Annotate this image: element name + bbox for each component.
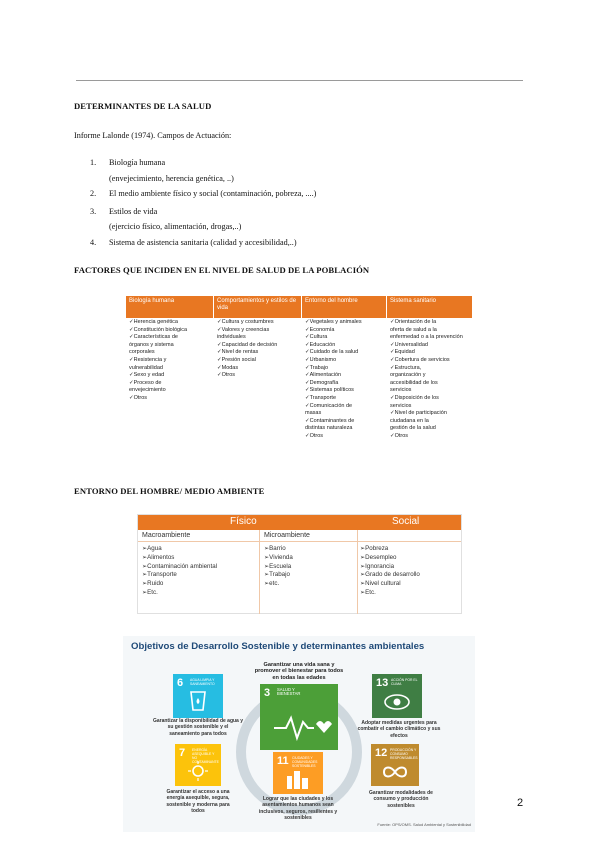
- factor-item: ✓Disposición de los: [390, 394, 439, 401]
- top-rule: [76, 80, 523, 81]
- list-item: Sistema de asistencia sanitaria (calidad y accesibilidad,..): [109, 238, 297, 247]
- goal11-tile: [273, 752, 323, 794]
- env-item: ➢Alimentos: [142, 553, 175, 561]
- factor-item: ✓Contaminantes de: [305, 417, 355, 424]
- factor-item: ✓Otros: [217, 372, 236, 379]
- factor-item: ✓Economía: [305, 326, 335, 333]
- env-item: ➢Escuela: [264, 562, 292, 570]
- factor-item: organización y: [390, 372, 426, 379]
- factor-item: ✓Comunicación de: [305, 402, 353, 409]
- list-item: Estilos de vida: [109, 207, 158, 216]
- factors-col: [129, 319, 187, 403]
- infographic-source: Fuente: OPS/OMS. Salud Ambiental y Sostenibilidad: [377, 822, 471, 827]
- heading-determinantes: DETERMINANTES DE LA SALUD: [74, 101, 212, 111]
- goal-number: 11: [277, 755, 289, 767]
- factor-item: ✓Universalidad: [390, 341, 428, 348]
- factor-item: ✓Presión social: [217, 356, 256, 363]
- factor-item: ✓Capacidad de decisión: [217, 341, 278, 348]
- factor-item: envejecimiento: [129, 387, 166, 394]
- env-item: ➢Vivienda: [264, 553, 293, 561]
- factors-col: [305, 319, 362, 441]
- env-fisico: Físico: [230, 516, 257, 527]
- factor-item: distintas naturaleza: [305, 425, 353, 432]
- factors-col: [390, 319, 463, 441]
- factor-item: ✓Educación: [305, 341, 336, 348]
- env-item: ➢Etc.: [360, 588, 376, 596]
- factor-item: órganos y sistema: [129, 341, 174, 348]
- env-item: ➢Barrio: [264, 545, 286, 552]
- factor-item: ✓Modas: [217, 364, 239, 371]
- factor-item: ✓Cuidado de la salud: [305, 349, 359, 356]
- sun-icon: [175, 744, 221, 786]
- env-item: ➢Nivel cultural: [360, 580, 401, 588]
- heading-entorno: ENTORNO DEL HOMBRE/ MEDIO AMBIENTE: [74, 486, 265, 496]
- heading-factores: FACTORES QUE INCIDEN EN EL NIVEL DE SALUD DE LA POBLACIÓN: [74, 265, 370, 275]
- list-item: Biología humana: [109, 158, 166, 167]
- factors-table: [126, 296, 472, 456]
- factor-item: vulnerabilidad: [129, 364, 163, 371]
- intro-text: Informe Lalonde (1974). Campos de Actuación:: [74, 131, 232, 140]
- factor-item: ✓Valores y creencias: [217, 326, 270, 333]
- env-item: ➢Pobreza: [360, 545, 389, 552]
- env-item: ➢Ruido: [142, 580, 164, 588]
- env-item: ➢Grado de desarrollo: [360, 571, 420, 579]
- env-macro-list: [142, 545, 217, 598]
- goal13-text: Adoptar medidas urgentes para combatir el cambio climático y sus efectos: [357, 720, 441, 739]
- environment-table: [137, 514, 462, 614]
- factor-item: masas: [305, 410, 322, 417]
- factor-item: ✓Resistencia y: [129, 356, 167, 363]
- env-social-list: [360, 545, 420, 598]
- goal-number: 6: [177, 677, 184, 689]
- list-num: 4.: [90, 238, 97, 247]
- factor-item: ✓Estructura,: [390, 364, 422, 371]
- factors-header: Biología humana: [126, 296, 214, 318]
- env-item: ➢Etc.: [142, 588, 158, 596]
- env-item: ➢Agua: [142, 545, 162, 552]
- goal-label: PRODUCCIÓN Y CONSUMO RESPONSABLES: [390, 748, 418, 760]
- factors-header: Entorno del hombre: [302, 296, 387, 318]
- factor-item: ✓Nivel de participación: [390, 410, 447, 417]
- goal-number: 13: [376, 677, 389, 689]
- env-item: ➢Contaminación ambiental: [142, 562, 218, 570]
- goal-label: SALUD Y BIENESTAR: [277, 687, 301, 696]
- goal-label: AGUA LIMPIA Y SANEAMIENTO: [190, 678, 215, 686]
- factor-item: ✓Nivel de rentas: [217, 349, 259, 356]
- factor-item: individuales: [217, 334, 246, 341]
- goal-number: 7: [179, 747, 186, 759]
- goal7-tile: [175, 744, 221, 786]
- env-item: ➢Ignorancia: [360, 562, 395, 570]
- factor-item: ✓Características de: [129, 334, 178, 341]
- factor-item: ✓Urbanismo: [305, 356, 337, 363]
- goal6-tile: [173, 674, 223, 718]
- heartbeat-icon: [260, 684, 338, 750]
- factor-item: ✓Sexo y edad: [129, 372, 165, 379]
- env-item: ➢Desempleo: [360, 553, 397, 561]
- factor-item: ✓Alimentación: [305, 372, 342, 379]
- goal6-text: Garantizar la disponibilidad de agua y su gestión sostenible y el saneamiento para todos: [152, 718, 244, 737]
- env-macro: Macroambiente: [142, 532, 191, 539]
- goal-label: ACCIÓN POR EL CLIMA: [391, 678, 418, 686]
- water-icon: [173, 674, 223, 718]
- env-social: Social: [392, 516, 420, 527]
- factor-item: ✓Orientación de la: [390, 319, 437, 325]
- list-item-sub: (ejercicio físico, alimentación, drogas,..): [109, 222, 242, 231]
- goal3-text: Garantizar una vida sana y promover el bienestar para todos en todas las edades: [254, 662, 344, 681]
- goal3-tile: [260, 684, 338, 750]
- infinity-icon: [371, 744, 419, 786]
- factor-item: ✓Sistemas políticos: [305, 387, 354, 394]
- list-num: 1.: [90, 158, 97, 167]
- earth-eye-icon: [372, 674, 422, 718]
- page-number: 2: [517, 797, 524, 809]
- factor-item: servicios: [390, 402, 412, 409]
- env-micro-list: [264, 545, 293, 589]
- env-divider: [138, 541, 461, 542]
- factor-item: servicios: [390, 387, 412, 394]
- goal-label: ENERGÍA ASEQUIBLE Y NO CONTAMINANTE: [192, 748, 219, 764]
- goal7-text: Garantizar el acceso a una energía asequible, segura, sostenible y moderna para todos: [166, 789, 230, 815]
- sdg-infographic: [123, 636, 475, 832]
- goal13-tile: [372, 674, 422, 718]
- factor-item: ✓Proceso de: [129, 379, 162, 386]
- list-item-sub: (envejecimiento, herencia genética, ..): [109, 174, 234, 183]
- factor-item: ✓Vegetales y animales: [305, 319, 362, 325]
- factor-item: ✓Otros: [129, 394, 148, 401]
- infographic-title: Objetivos de Desarrollo Sostenible y determinantes ambientales: [131, 641, 425, 652]
- list-num: 2.: [90, 189, 97, 198]
- factors-col: [217, 319, 277, 380]
- list-item: El medio ambiente físico y social (contaminación, pobreza, ....): [109, 189, 317, 198]
- list-num: 3.: [90, 207, 97, 216]
- factor-item: ✓Cultura y costumbres: [217, 319, 274, 325]
- factor-item: ✓Herencia genética: [129, 319, 178, 325]
- goal12-text: Garantizar modalidades de consumo y producción sostenibles: [369, 790, 433, 809]
- factor-item: ✓Cultura: [305, 334, 328, 341]
- env-divider: [259, 530, 260, 614]
- factor-item: accesibilidad de los: [390, 379, 438, 386]
- factor-item: ✓Equidad: [390, 349, 415, 356]
- env-micro: Microambiente: [264, 532, 310, 539]
- factor-item: ✓Transporte: [305, 394, 336, 401]
- goal12-tile: [371, 744, 419, 786]
- factors-header: Comportamientos y estilos de vida: [214, 296, 302, 318]
- env-item: ➢Transporte: [142, 571, 177, 579]
- factor-item: ✓Trabajo: [305, 364, 329, 371]
- goal-label: CIUDADES Y COMUNIDADES SOSTENIBLES: [292, 756, 318, 768]
- factor-item: ✓Demografía: [305, 379, 339, 386]
- factors-header: Sistema sanitario: [387, 296, 472, 318]
- goal-number: 3: [264, 687, 271, 699]
- factor-item: oferta de salud a la: [390, 326, 437, 333]
- factor-item: ciudadana en la: [390, 417, 429, 424]
- env-item: ➢etc.: [264, 580, 280, 588]
- factor-item: ✓Cobertura de servicios: [390, 356, 450, 363]
- env-item: ➢Trabajo: [264, 571, 290, 579]
- factor-item: enfermedad o a la prevención: [390, 334, 463, 341]
- goal-number: 12: [375, 747, 388, 759]
- factor-item: corporales: [129, 349, 155, 356]
- factor-item: ✓Constitución biológica: [129, 326, 188, 333]
- city-icon: [273, 752, 323, 794]
- factor-item: gestión de la salud: [390, 425, 436, 432]
- factor-item: ✓Otros: [390, 432, 409, 439]
- goal11-text: Lograr que las ciudades y los asentamientos humanos sean inclusivos, seguros, resilientes y sostenibles: [258, 796, 338, 822]
- env-divider: [357, 530, 358, 614]
- factor-item: ✓Otros: [305, 432, 324, 439]
